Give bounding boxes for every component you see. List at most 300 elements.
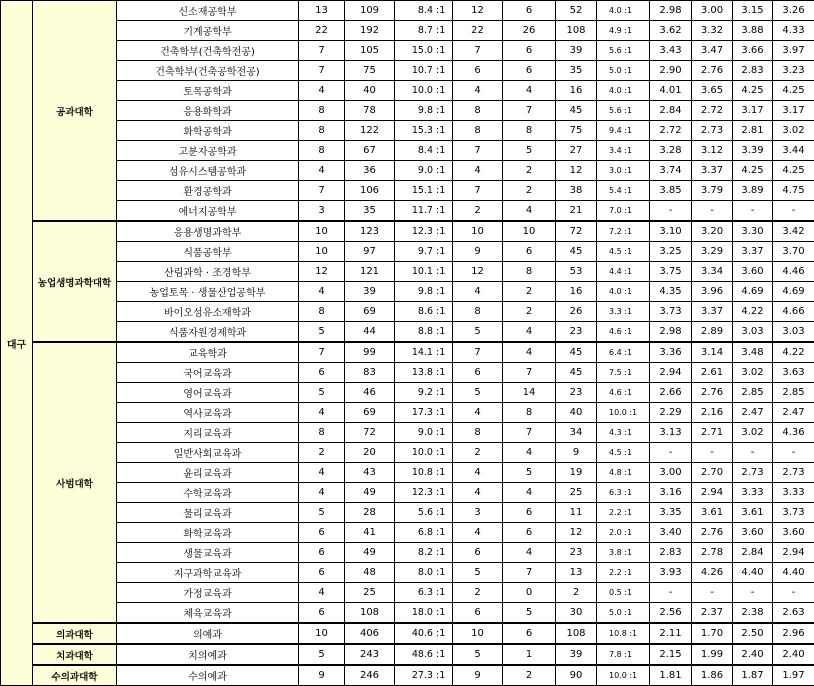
competition-ratio-value: 27.3 (399, 670, 433, 681)
count-value: 8 (453, 121, 503, 141)
ratio-suffix: :1 (436, 567, 448, 578)
ratio-suffix: :1 (436, 649, 448, 660)
ratio-suffix: :1 (436, 326, 448, 337)
grade-value: 3.66 (733, 41, 773, 61)
count-value: 38 (556, 181, 597, 201)
competition-ratio (395, 644, 453, 665)
grade-value: 1.70 (692, 623, 733, 644)
grade-value: 3.28 (650, 141, 692, 161)
competition-ratio-value: 15.3 (399, 125, 433, 136)
grade-value: 4.26 (692, 563, 733, 583)
count-value: 26 (503, 21, 556, 41)
ratio-suffix: :1 (436, 165, 448, 176)
grade-value: 3.15 (733, 1, 773, 21)
grade-value: 2.94 (692, 483, 733, 503)
competition-ratio (395, 302, 453, 322)
count-value: 34 (556, 423, 597, 443)
final-competition-ratio: 5.6 :1 (597, 41, 650, 61)
competition-ratio-value: 15.0 (399, 45, 433, 56)
count-value: 7 (503, 363, 556, 383)
grade-value: 2.40 (733, 644, 773, 665)
count-value: 2 (299, 443, 345, 463)
grade-value: - (733, 201, 773, 222)
grade-value: 3.10 (650, 221, 692, 242)
final-competition-ratio: 10.0 :1 (597, 403, 650, 423)
count-value: 4 (299, 463, 345, 483)
competition-ratio (395, 322, 453, 343)
final-competition-ratio: 2.0 :1 (597, 523, 650, 543)
table-row (1, 483, 814, 503)
competition-ratio-value: 9.8 (399, 105, 433, 116)
count-value: 6 (453, 61, 503, 81)
competition-ratio-value: 9.0 (399, 427, 433, 438)
final-competition-ratio: 3.3 :1 (597, 302, 650, 322)
count-value: 75 (556, 121, 597, 141)
ratio-suffix: :1 (436, 507, 448, 518)
ratio-suffix: :1 (436, 347, 448, 358)
count-value: 6 (453, 363, 503, 383)
count-value: 12 (556, 523, 597, 543)
table-row (1, 141, 814, 161)
grade-value: 3.03 (733, 322, 773, 343)
count-value: 105 (345, 41, 395, 61)
count-value: 6 (503, 61, 556, 81)
ratio-suffix: :1 (436, 387, 448, 398)
count-value: 12 (556, 161, 597, 181)
department-name: 치의예과 (117, 644, 299, 665)
count-value: 78 (345, 101, 395, 121)
competition-ratio-value: 14.1 (399, 347, 433, 358)
department-name: 건축학부(건축공학전공) (117, 61, 299, 81)
grade-value: 3.30 (733, 221, 773, 242)
competition-ratio-value: 48.6 (399, 649, 433, 660)
grade-value: - (773, 443, 814, 463)
count-value: 83 (345, 363, 395, 383)
count-value: 8 (453, 101, 503, 121)
competition-ratio-value: 40.6 (399, 628, 433, 639)
final-competition-ratio: 6.3 :1 (597, 483, 650, 503)
count-value: 8 (299, 101, 345, 121)
count-value: 5 (299, 383, 345, 403)
competition-ratio (395, 423, 453, 443)
department-name: 식품공학부 (117, 242, 299, 262)
grade-value: 3.60 (733, 262, 773, 282)
count-value: 108 (556, 623, 597, 644)
competition-ratio (395, 403, 453, 423)
final-competition-ratio: 5.0 :1 (597, 603, 650, 624)
count-value: 35 (345, 201, 395, 222)
count-value: 25 (556, 483, 597, 503)
region-cell: 대구 (1, 1, 33, 686)
college-cell: 의과대학 (33, 623, 117, 644)
competition-ratio (395, 503, 453, 523)
grade-value: 4.25 (733, 81, 773, 101)
grade-value: 4.01 (650, 81, 692, 101)
competition-ratio-value: 9.2 (399, 387, 433, 398)
final-competition-ratio: 3.4 :1 (597, 141, 650, 161)
department-name: 농업토목 · 생물산업공학부 (117, 282, 299, 302)
table-row (1, 563, 814, 583)
count-value: 8 (503, 403, 556, 423)
grade-value: 2.72 (692, 101, 733, 121)
ratio-suffix: :1 (436, 205, 448, 216)
table-row (1, 161, 814, 181)
grade-value: 4.40 (773, 563, 814, 583)
department-name: 교육학과 (117, 342, 299, 363)
department-name: 고분자공학과 (117, 141, 299, 161)
grade-value: 3.00 (650, 463, 692, 483)
competition-ratio-value: 13.8 (399, 367, 433, 378)
final-competition-ratio: 10.0 :1 (597, 665, 650, 686)
table-row (1, 443, 814, 463)
count-value: 4 (299, 161, 345, 181)
competition-ratio (395, 483, 453, 503)
table-row (1, 1, 814, 21)
count-value: 45 (556, 242, 597, 262)
final-competition-ratio: 4.4 :1 (597, 262, 650, 282)
count-value: 108 (345, 603, 395, 624)
count-value: 39 (345, 282, 395, 302)
count-value: 8 (299, 302, 345, 322)
count-value: 6 (503, 523, 556, 543)
competition-ratio (395, 363, 453, 383)
competition-ratio (395, 583, 453, 603)
competition-ratio-value: 8.0 (399, 567, 433, 578)
grade-value: 3.16 (650, 483, 692, 503)
grade-value: 3.03 (773, 322, 814, 343)
competition-ratio-value: 10.0 (399, 85, 433, 96)
count-value: 43 (345, 463, 395, 483)
grade-value: 3.37 (692, 161, 733, 181)
grade-value: - (773, 201, 814, 222)
grade-value: 3.00 (692, 1, 733, 21)
competition-ratio-value: 17.3 (399, 407, 433, 418)
table-row (1, 363, 814, 383)
table-row (1, 383, 814, 403)
table-row (1, 322, 814, 343)
department-name: 지구과학교육과 (117, 563, 299, 583)
count-value: 4 (453, 403, 503, 423)
count-value: 11 (556, 503, 597, 523)
grade-value: 3.93 (650, 563, 692, 583)
grade-value: 3.96 (692, 282, 733, 302)
grade-value: - (733, 443, 773, 463)
table-row (1, 81, 814, 101)
grade-value: 2.76 (692, 523, 733, 543)
grade-value: 1.99 (692, 644, 733, 665)
count-value: 14 (503, 383, 556, 403)
college-cell: 농업생명과학대학 (33, 221, 117, 342)
table-row (1, 644, 814, 665)
competition-ratio (395, 342, 453, 363)
grade-value: 3.75 (650, 262, 692, 282)
grade-value: 3.02 (733, 423, 773, 443)
count-value: 12 (299, 262, 345, 282)
ratio-suffix: :1 (436, 447, 448, 458)
count-value: 6 (503, 623, 556, 644)
count-value: 6 (299, 523, 345, 543)
count-value: 2 (453, 583, 503, 603)
grade-value: 3.47 (692, 41, 733, 61)
grade-value: 3.43 (650, 41, 692, 61)
table-row (1, 21, 814, 41)
department-name: 산림과학 · 조경학부 (117, 262, 299, 282)
department-name: 응용화학과 (117, 101, 299, 121)
ratio-suffix: :1 (436, 427, 448, 438)
final-competition-ratio: 4.9 :1 (597, 21, 650, 41)
ratio-suffix: :1 (436, 226, 448, 237)
final-competition-ratio: 4.3 :1 (597, 423, 650, 443)
ratio-suffix: :1 (436, 487, 448, 498)
grade-value: 4.22 (733, 302, 773, 322)
final-competition-ratio: 5.4 :1 (597, 181, 650, 201)
table-row (1, 282, 814, 302)
ratio-suffix: :1 (436, 266, 448, 277)
grade-value: 3.25 (650, 242, 692, 262)
grade-value: 2.89 (692, 322, 733, 343)
ratio-suffix: :1 (436, 5, 448, 16)
count-value: 5 (453, 322, 503, 343)
final-competition-ratio: 0.5 :1 (597, 583, 650, 603)
competition-ratio-value: 10.8 (399, 467, 433, 478)
ratio-suffix: :1 (436, 670, 448, 681)
count-value: 5 (503, 141, 556, 161)
count-value: 2 (503, 665, 556, 686)
count-value: 22 (453, 21, 503, 41)
count-value: 7 (453, 141, 503, 161)
department-name: 환경공학과 (117, 181, 299, 201)
department-name: 건축학부(건축학전공) (117, 41, 299, 61)
competition-ratio-value: 9.0 (399, 165, 433, 176)
competition-ratio-value: 10.0 (399, 447, 433, 458)
table-row (1, 463, 814, 483)
final-competition-ratio: 4.8 :1 (597, 463, 650, 483)
final-competition-ratio: 9.4 :1 (597, 121, 650, 141)
department-name: 물리교육과 (117, 503, 299, 523)
count-value: 9 (556, 443, 597, 463)
count-value: 49 (345, 543, 395, 563)
count-value: 48 (345, 563, 395, 583)
table-row (1, 503, 814, 523)
final-competition-ratio: 4.0 :1 (597, 1, 650, 21)
count-value: 9 (299, 665, 345, 686)
grade-value: 3.70 (773, 242, 814, 262)
grade-value: 2.37 (692, 603, 733, 624)
final-competition-ratio: 4.0 :1 (597, 81, 650, 101)
competition-ratio (395, 543, 453, 563)
count-value: 243 (345, 644, 395, 665)
grade-value: 4.25 (773, 161, 814, 181)
count-value: 53 (556, 262, 597, 282)
grade-value: 2.85 (773, 383, 814, 403)
department-name: 역사교육과 (117, 403, 299, 423)
count-value: 0 (503, 583, 556, 603)
grade-value: 2.63 (773, 603, 814, 624)
count-value: 3 (453, 503, 503, 523)
grade-value: 2.15 (650, 644, 692, 665)
count-value: 40 (556, 403, 597, 423)
grade-value: 3.02 (773, 121, 814, 141)
table-row (1, 201, 814, 222)
count-value: 10 (299, 242, 345, 262)
grade-value: - (650, 201, 692, 222)
grade-value: 2.56 (650, 603, 692, 624)
grade-value: 1.87 (733, 665, 773, 686)
competition-ratio-value: 8.6 (399, 306, 433, 317)
competition-ratio (395, 282, 453, 302)
count-value: 21 (556, 201, 597, 222)
final-competition-ratio: 7.8 :1 (597, 644, 650, 665)
competition-ratio (395, 665, 453, 686)
count-value: 40 (345, 81, 395, 101)
grade-value: 2.47 (773, 403, 814, 423)
final-competition-ratio: 7.5 :1 (597, 363, 650, 383)
table-row (1, 242, 814, 262)
competition-ratio-value: 8.4 (399, 5, 433, 16)
table-row (1, 543, 814, 563)
grade-value: 4.69 (773, 282, 814, 302)
count-value: 45 (556, 363, 597, 383)
ratio-suffix: :1 (436, 467, 448, 478)
count-value: 9 (453, 242, 503, 262)
department-name: 화학공학과 (117, 121, 299, 141)
count-value: 28 (345, 503, 395, 523)
table-row (1, 101, 814, 121)
count-value: 45 (556, 101, 597, 121)
count-value: 246 (345, 665, 395, 686)
grade-value: 2.98 (650, 1, 692, 21)
department-name: 섬유시스템공학과 (117, 161, 299, 181)
ratio-suffix: :1 (436, 25, 448, 36)
ratio-suffix: :1 (436, 45, 448, 56)
ratio-suffix: :1 (436, 105, 448, 116)
ratio-suffix: :1 (436, 607, 448, 618)
count-value: 7 (299, 41, 345, 61)
count-value: 2 (503, 302, 556, 322)
count-value: 1 (503, 644, 556, 665)
count-value: 99 (345, 342, 395, 363)
count-value: 8 (453, 423, 503, 443)
count-value: 3 (299, 201, 345, 222)
grade-value: 3.20 (692, 221, 733, 242)
table-row (1, 262, 814, 282)
grade-value: - (733, 583, 773, 603)
grade-value: 2.50 (733, 623, 773, 644)
final-competition-ratio: 4.5 :1 (597, 242, 650, 262)
count-value: 4 (299, 483, 345, 503)
grade-value: 3.13 (650, 423, 692, 443)
table-row (1, 583, 814, 603)
grade-value: 2.73 (733, 463, 773, 483)
count-value: 97 (345, 242, 395, 262)
count-value: 44 (345, 322, 395, 343)
grade-value: 2.94 (650, 363, 692, 383)
grade-value: 2.11 (650, 623, 692, 644)
count-value: 6 (299, 363, 345, 383)
grade-value: 3.44 (773, 141, 814, 161)
competition-ratio-value: 10.1 (399, 266, 433, 277)
count-value: 6 (299, 543, 345, 563)
competition-ratio (395, 463, 453, 483)
count-value: 4 (453, 81, 503, 101)
competition-ratio (395, 41, 453, 61)
department-name: 식품자원경제학과 (117, 322, 299, 343)
ratio-suffix: :1 (436, 65, 448, 76)
grade-value: 3.97 (773, 41, 814, 61)
count-value: 10 (453, 623, 503, 644)
table-row (1, 41, 814, 61)
count-value: 7 (453, 342, 503, 363)
count-value: 4 (453, 483, 503, 503)
competition-ratio (395, 523, 453, 543)
ratio-suffix: :1 (436, 85, 448, 96)
department-name: 체육교육과 (117, 603, 299, 624)
count-value: 10 (299, 623, 345, 644)
grade-value: 2.83 (650, 543, 692, 563)
grade-value: 3.60 (733, 523, 773, 543)
competition-ratio (395, 383, 453, 403)
count-value: 7 (299, 181, 345, 201)
grade-value: 4.46 (773, 262, 814, 282)
grade-value: 3.32 (692, 21, 733, 41)
count-value: 192 (345, 21, 395, 41)
count-value: 19 (556, 463, 597, 483)
competition-ratio (395, 623, 453, 644)
grade-value: 4.33 (773, 21, 814, 41)
count-value: 5 (453, 383, 503, 403)
count-value: 46 (345, 383, 395, 403)
competition-ratio (395, 262, 453, 282)
count-value: 406 (345, 623, 395, 644)
count-value: 22 (299, 21, 345, 41)
grade-value: 3.34 (692, 262, 733, 282)
final-competition-ratio: 2.2 :1 (597, 503, 650, 523)
count-value: 4 (503, 201, 556, 222)
count-value: 106 (345, 181, 395, 201)
competition-ratio-value: 8.4 (399, 145, 433, 156)
department-name: 에너지공학부 (117, 201, 299, 222)
competition-ratio-value: 5.6 (399, 507, 433, 518)
count-value: 23 (556, 322, 597, 343)
count-value: 39 (556, 41, 597, 61)
grade-value: 1.81 (650, 665, 692, 686)
grade-value: 3.35 (650, 503, 692, 523)
count-value: 108 (556, 21, 597, 41)
table-row (1, 342, 814, 363)
count-value: 45 (556, 342, 597, 363)
grade-value: 2.84 (650, 101, 692, 121)
ratio-suffix: :1 (436, 306, 448, 317)
count-value: 36 (345, 161, 395, 181)
department-name: 화학교육과 (117, 523, 299, 543)
competition-ratio-value: 9.7 (399, 246, 433, 257)
competition-ratio-value: 15.1 (399, 185, 433, 196)
competition-ratio (395, 81, 453, 101)
count-value: 5 (503, 603, 556, 624)
count-value: 20 (345, 443, 395, 463)
competition-ratio (395, 1, 453, 21)
count-value: 16 (556, 282, 597, 302)
count-value: 4 (299, 403, 345, 423)
college-cell: 수의과대학 (33, 665, 117, 686)
count-value: 5 (299, 503, 345, 523)
final-competition-ratio: 6.4 :1 (597, 342, 650, 363)
grade-value: - (650, 443, 692, 463)
department-name: 일반사회교육과 (117, 443, 299, 463)
count-value: 72 (345, 423, 395, 443)
competition-ratio (395, 141, 453, 161)
grade-value: 3.39 (733, 141, 773, 161)
